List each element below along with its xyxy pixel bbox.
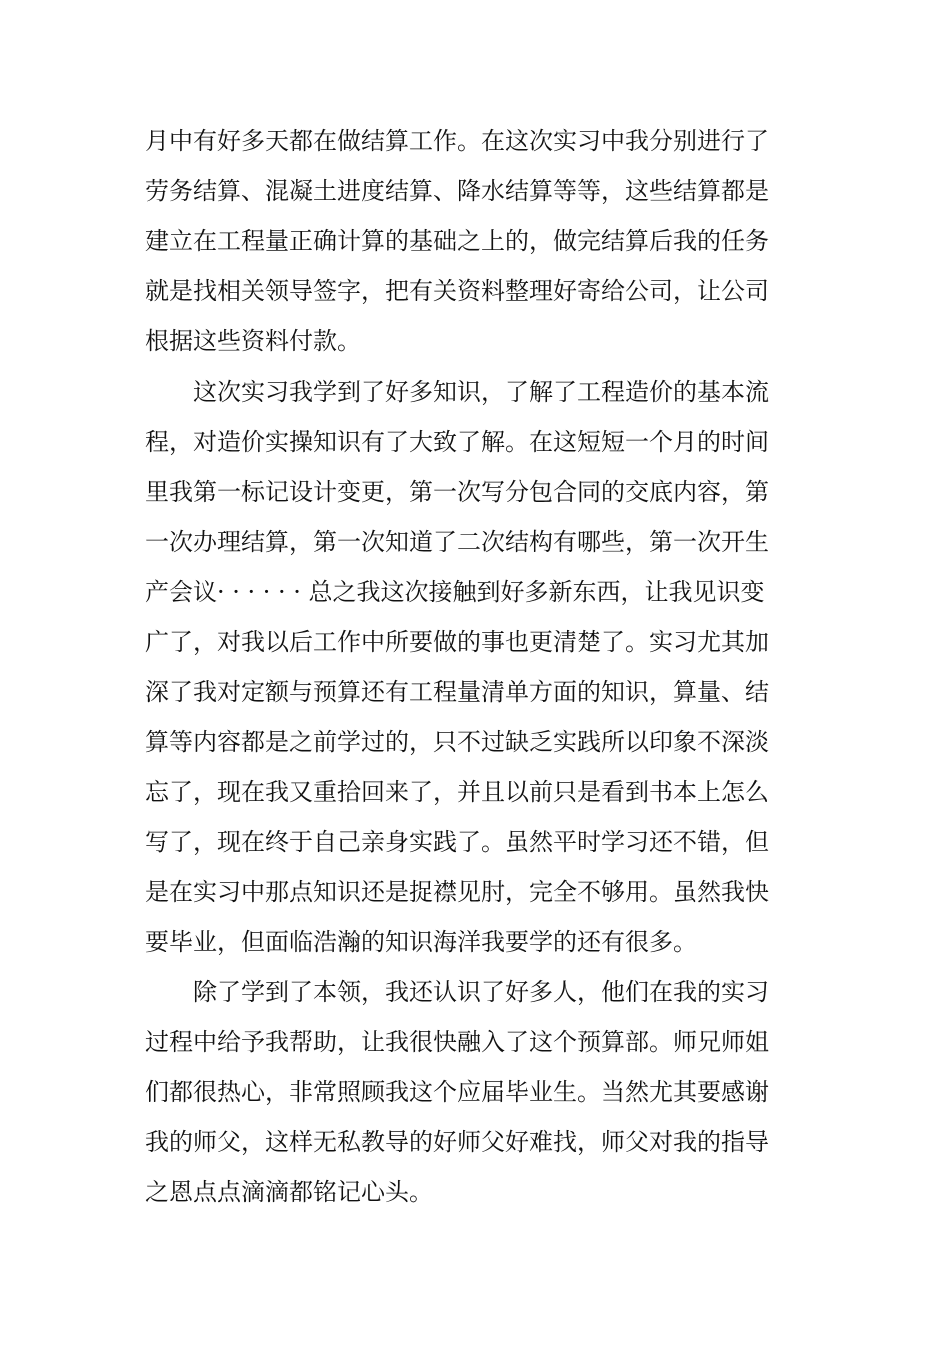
text-line: 广了，对我以后工作中所要做的事也更清楚了。实习尤其加: [145, 628, 769, 656]
text-line: 写了，现在终于自己亲身实践了。虽然平时学习还不错，但: [145, 828, 769, 856]
text-line: 深了我对定额与预算还有工程量清单方面的知识，算量、结: [145, 678, 769, 706]
text-line: 建立在工程量正确计算的基础之上的，做完结算后我的任务: [145, 227, 769, 255]
text-line: 过程中给予我帮助，让我很快融入了这个预算部。师兄师姐: [145, 1028, 769, 1056]
text-line: 之恩点点滴滴都铭记心头。: [145, 1178, 433, 1206]
text-line: 就是找相关领导签字，把有关资料整理好寄给公司，让公司: [145, 277, 769, 305]
text-line: 里我第一标记设计变更，第一次写分包合同的交底内容，第: [145, 478, 769, 506]
text-line: 产会议· · · · · · 总之我这次接触到好多新东西，让我见识变: [145, 578, 765, 606]
text-line: 们都很热心，非常照顾我这个应届毕业生。当然尤其要感谢: [145, 1078, 769, 1106]
text-line: 算等内容都是之前学过的，只不过缺乏实践所以印象不深淡: [145, 728, 769, 756]
text-line: 一次办理结算，第一次知道了二次结构有哪些，第一次开生: [145, 528, 769, 556]
text-line: 月中有好多天都在做结算工作。在这次实习中我分别进行了: [145, 127, 769, 155]
text-line: 劳务结算、混凝土进度结算、降水结算等等，这些结算都是: [145, 177, 769, 205]
text-line: 忘了，现在我又重拾回来了，并且以前只是看到书本上怎么: [145, 778, 769, 806]
text-line: 根据这些资料付款。: [145, 327, 361, 355]
text-line: 我的师父，这样无私教导的好师父好难找，师父对我的指导: [145, 1128, 769, 1156]
paragraph-start-line: 这次实习我学到了好多知识，了解了工程造价的基本流: [193, 378, 769, 406]
paragraph-start-line: 除了学到了本领，我还认识了好多人，他们在我的实习: [193, 978, 769, 1006]
text-line: 要毕业，但面临浩瀚的知识海洋我要学的还有很多。: [145, 928, 697, 956]
text-line: 是在实习中那点知识还是捉襟见肘，完全不够用。虽然我快: [145, 878, 769, 906]
text-line: 程，对造价实操知识有了大致了解。在这短短一个月的时间: [145, 428, 769, 456]
